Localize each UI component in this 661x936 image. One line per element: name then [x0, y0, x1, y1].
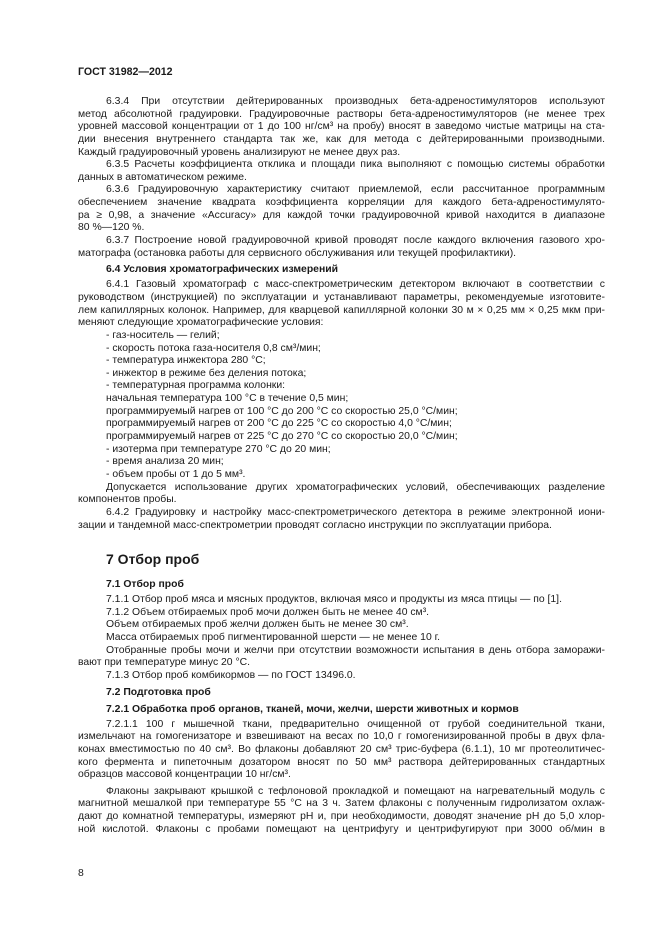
paragraph: [78, 343, 605, 356]
paragraph: [78, 786, 605, 837]
text-line: образцов массовой концентрации 10 нг/см³.: [78, 769, 291, 781]
paragraph: [78, 159, 605, 184]
text-line: Отобранные пробы мочи и желчи при отсутствии возможности испытания в день отбора заморажи-: [106, 644, 605, 656]
text-line: Допускается использование других хроматографических условий, обеспечивающих разделение: [106, 481, 605, 493]
page-number: 8: [78, 868, 84, 879]
text-line: 6.4.1 Газовый хроматограф с масс-спектрометрическим детектором включают в соответствии с: [106, 279, 605, 291]
document-header: ГОСТ 31982—2012: [78, 66, 173, 78]
text-line: зации и тандемной масс-спектрометрии проводят согласно инструкции по эксплуатации прибора.: [78, 519, 552, 531]
paragraph: [78, 96, 605, 159]
text-line: 7.1.2 Объем отбираемых проб мочи должен быть не менее 40 см³.: [106, 606, 430, 618]
text-line: - изотерма при температуре 270 °С до 20 мин;: [106, 443, 331, 455]
paragraph: [78, 368, 605, 381]
text-line: руководством (инструкцией) по эксплуатации и устанавливают параметры, рекомендуемые изготовите-: [78, 291, 605, 303]
paragraph: [78, 355, 605, 368]
text-line: компонентов пробы.: [78, 494, 177, 506]
text-line: обеспечением значение квадрата коэффициента корреляции для каждого бета-адреностимулято-: [78, 197, 605, 209]
text-line: программируемый нагрев от 200 °С до 225 °С со скоростью 4,0 °С/мин;: [106, 418, 452, 430]
text-line: уровней массовой концентрации от 1 до 100 нг/см³ на пробу) вносят в заведомо чистые матрицы на ста-: [78, 121, 605, 133]
section-heading: 7 Отбор проб: [106, 551, 200, 568]
paragraph: [78, 507, 605, 532]
paragraph: [78, 482, 605, 507]
text-line: метод абсолютной градуировки. Градуировочные растворы бета-адреностимуляторов (не менее трех: [78, 108, 605, 120]
paragraph: [78, 184, 605, 235]
paragraph: [78, 444, 605, 457]
text-line: Объем отбираемых проб желчи должен быть не менее 30 см³.: [106, 619, 409, 631]
paragraph: [78, 594, 605, 607]
text-line: дии внесения внутреннего стандарта так же, как для метода с дейтерированными производными.: [78, 133, 605, 145]
text-line: 6.3.4 При отсутствии дейтерированных производных бета-адреностимуляторов используют: [106, 96, 605, 107]
text-line: 80 %—120 %.: [78, 222, 145, 234]
document-body: [78, 96, 605, 836]
text-line: программируемый нагрев от 100 °С до 200 °С со скоростью 25,0 °С/мин;: [106, 405, 458, 417]
text-line: - температура инжектора 280 °С;: [106, 355, 266, 367]
text-line: 6.3.6 Градуировочную характеристику считают приемлемой, если рассчитанное программным: [106, 184, 605, 196]
paragraph: [78, 393, 605, 406]
text-line: Масса отбираемых проб пигментированной шерсти — не менее 10 г.: [106, 632, 441, 644]
text-line: магнитной мешалкой при температуре 55 °С на 3 ч. Затем флаконы с полученным гидролизатом охлаж-: [78, 798, 605, 810]
text-line: - скорость потока газа-носителя 0,8 см³/мин;: [106, 342, 321, 354]
paragraph: [78, 380, 605, 393]
subsection-heading: 7.2 Подготовка проб: [106, 686, 211, 698]
paragraph: [78, 330, 605, 343]
text-line: 6.3.5 Расчеты коэффициента отклика и площади пика выполняют с помощью системы обработки: [106, 159, 605, 171]
text-line: 7.1.3 Отбор проб комбикормов — по ГОСТ 13496.0.: [106, 669, 356, 681]
text-line: ра ≥ 0,98, а значение «Accuracy» для каждой точки градуировочной кривой находится в диапазоне: [78, 209, 605, 221]
text-line: программируемый нагрев от 225 °С до 270 °С со скоростью 20,0 °С/мин;: [106, 431, 458, 443]
paragraph: [78, 418, 605, 431]
text-line: - температурная программа колонки:: [106, 380, 286, 392]
text-line: дают до комнатной температуры, измеряют рН и, при необходимости, доводят значение рН до 5,0 хлор-: [78, 811, 605, 823]
paragraph: [78, 469, 605, 482]
text-line: измельчают на гомогенизаторе и взвешивают на весах по 10,0 г гомогенизированной пробы в двух фла-: [78, 731, 605, 743]
paragraph: [78, 670, 605, 683]
paragraph: [78, 456, 605, 469]
text-line: ной кислотой. Флаконы с пробами помещают на центрифугу и центрифугируют при 3000 об/мин в: [78, 823, 605, 835]
text-line: 7.2.1.1 100 г мышечной ткани, предварительно очищенной от грубой соединительной ткани,: [106, 718, 605, 730]
text-line: Каждый градуировочный уровень анализируют не менее двух раз.: [78, 146, 401, 158]
text-line: Флаконы закрывают крышкой с тефлоновой прокладкой и помещают на нагревательный модуль с: [106, 785, 605, 797]
text-line: 7.1.1 Отбор проб мяса и мясных продуктов, включая мясо и продукты из мяса птицы — по [1].: [106, 594, 562, 606]
text-line: данных в автоматическом режиме.: [78, 171, 247, 183]
text-line: вают при температуре минус 20 °С.: [78, 657, 251, 669]
text-line: матографа (остановка работы для сервисного обслуживания или текущей профилактики).: [78, 247, 517, 259]
subsection-heading: 7.1 Отбор проб: [106, 579, 184, 591]
subsection-heading: 6.4 Условия хроматографических измерений: [106, 264, 338, 276]
paragraph: [78, 645, 605, 670]
subsection-heading: 7.2.1 Обработка проб органов, тканей, мочи, желчи, шерсти животных и кормов: [106, 703, 519, 715]
text-line: меняют следующие хроматографические условия:: [78, 317, 324, 329]
paragraph: [78, 406, 605, 419]
text-line: начальная температура 100 °С в течение 0,5 мин;: [106, 393, 349, 405]
text-line: 6.3.7 Построение новой градуировочной кривой проводят после каждого включения газового хро-: [106, 235, 605, 247]
paragraph: [78, 279, 605, 330]
text-line: лем капиллярных колонок. Например, для кварцевой капиллярной колонки 30 м × 0,25 мм × 0,25 мкм при-: [78, 304, 605, 316]
text-line: - время анализа 20 мин;: [106, 456, 224, 468]
text-line: конах вместимостью по 40 см³. Во флаконы добавляют 20 см³ трис-буфера (6.1.1), 10 мг протеолитичес-: [78, 743, 605, 755]
text-line: - инжектор в режиме без деления потока;: [106, 367, 307, 379]
paragraph: [78, 632, 605, 645]
text-line: - газ-носитель — гелий;: [106, 329, 220, 341]
paragraph: [78, 719, 605, 782]
text-line: кого фермента и пипеточным дозатором вносят по 50 мм³ раствора дейтерированных стандартных: [78, 756, 605, 768]
paragraph: [78, 235, 605, 260]
text-line: 6.4.2 Градуировку и настройку масс-спектрометрического детектора в режиме электронной иони-: [106, 506, 605, 518]
text-line: - объем пробы от 1 до 5 мм³.: [106, 468, 246, 480]
paragraph: [78, 431, 605, 444]
paragraph: [78, 607, 605, 620]
paragraph: [78, 619, 605, 632]
